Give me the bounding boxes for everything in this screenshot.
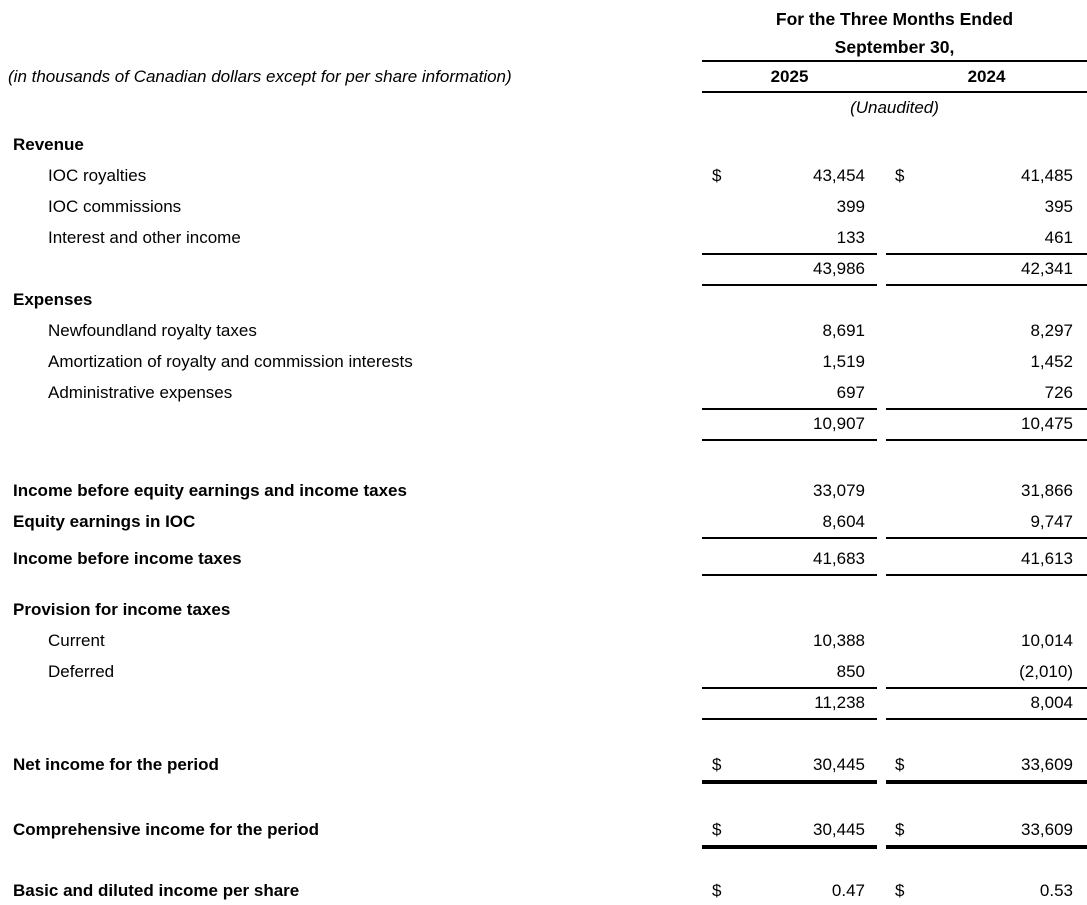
period-header-line1: For the Three Months Ended <box>775 9 1014 29</box>
cell-2025 <box>702 875 877 905</box>
cell-2025: 697 <box>702 377 877 410</box>
cell-2024 <box>886 814 1087 849</box>
row-interest-other-income <box>0 222 1087 253</box>
cell-2025: 33,079 <box>813 481 865 500</box>
header-row-years <box>0 62 1087 93</box>
row-revenue-header <box>0 129 1087 160</box>
row-equity-earnings-ioc <box>0 506 1087 537</box>
column-header-2025: 2025 <box>770 67 809 86</box>
dollar-sign: $ <box>712 820 722 839</box>
cell-2024: 8,004 <box>886 687 1087 720</box>
spacer <box>0 845 1087 875</box>
spacer <box>0 439 1087 475</box>
dollar-sign: $ <box>712 881 722 900</box>
units-note: (in thousands of Canadian dollars except for per share information) <box>8 67 512 86</box>
dollar-sign: $ <box>712 755 722 774</box>
cell-2025 <box>702 160 877 191</box>
year-columns <box>702 62 1087 93</box>
cell-2025: 850 <box>702 656 877 689</box>
cell-2025: 10,907 <box>702 408 877 441</box>
cell-2024: 31,866 <box>1021 481 1073 500</box>
cell-2025: 8,691 <box>822 321 865 340</box>
row-provision-header <box>0 594 1087 625</box>
cell-2024: 395 <box>1044 197 1073 216</box>
header-row-period-1 <box>0 4 1087 34</box>
cell-2025: 133 <box>702 222 877 255</box>
cell-2025: 43,986 <box>702 253 877 286</box>
cell-2024: 41,613 <box>886 543 1087 576</box>
cell-2025: 11,238 <box>702 687 877 720</box>
line-item-label: Deferred <box>48 662 115 681</box>
line-item-label: Interest and other income <box>48 228 241 247</box>
cell-2024: 9,747 <box>886 506 1087 539</box>
value-2025: 0.47 <box>831 881 865 900</box>
cell-2024: 42,341 <box>886 253 1087 286</box>
row-expenses-total <box>0 408 1087 439</box>
row-revenue-total <box>0 253 1087 284</box>
cell-2025: 41,683 <box>702 543 877 576</box>
cell-2025 <box>702 749 877 784</box>
header-row-period-2 <box>0 34 1087 62</box>
section-label: Provision for income taxes <box>13 600 231 619</box>
row-deferred-tax <box>0 656 1087 687</box>
row-current-tax <box>0 625 1087 656</box>
dollar-sign: $ <box>712 166 722 185</box>
value-2025: 30,445 <box>813 755 865 774</box>
row-administrative-expenses <box>0 377 1087 408</box>
dollar-sign: $ <box>895 755 905 774</box>
row-income-before-equity <box>0 475 1087 506</box>
cell-2025: 1,519 <box>822 352 865 371</box>
spacer <box>0 574 1087 594</box>
line-item-label: Comprehensive income for the period <box>13 820 320 839</box>
cell-2024: 10,475 <box>886 408 1087 441</box>
cell-2024: 8,297 <box>1030 321 1073 340</box>
cell-2024: 1,452 <box>1030 352 1073 371</box>
value-2025: 43,454 <box>813 166 865 185</box>
value-2024: 41,485 <box>1021 166 1073 185</box>
cell-2025: 10,388 <box>813 631 865 650</box>
row-tax-total <box>0 687 1087 718</box>
spacer <box>0 718 1087 749</box>
cell-2024: 726 <box>886 377 1087 410</box>
line-item-label: Net income for the period <box>13 755 219 774</box>
line-item-label: IOC royalties <box>48 166 147 185</box>
line-item-label: Equity earnings in IOC <box>13 512 196 531</box>
cell-2025: 8,604 <box>702 506 877 539</box>
header-row-unaudited <box>0 93 1087 123</box>
cell-2025: 399 <box>836 197 865 216</box>
value-2024: 33,609 <box>1021 820 1073 839</box>
spacer <box>0 780 1087 814</box>
cell-2025 <box>702 814 877 849</box>
cell-2024: 10,014 <box>1021 631 1073 650</box>
dollar-sign: $ <box>895 881 905 900</box>
column-header-2024: 2024 <box>967 67 1006 86</box>
line-item-label: Amortization of royalty and commission interests <box>48 352 413 371</box>
line-item-label: Income before income taxes <box>13 549 242 568</box>
row-income-before-income-taxes <box>0 543 1087 574</box>
cell-2024 <box>886 749 1087 784</box>
line-item-label: Income before equity earnings and income taxes <box>13 481 407 500</box>
section-label: Expenses <box>13 290 93 309</box>
row-comprehensive-income <box>0 814 1087 845</box>
line-item-label: Administrative expenses <box>48 383 233 402</box>
cell-2024: (2,010) <box>886 656 1087 689</box>
row-ioc-royalties <box>0 160 1087 191</box>
row-expenses-header <box>0 284 1087 315</box>
line-item-label: Current <box>48 631 105 650</box>
value-2025: 30,445 <box>813 820 865 839</box>
line-item-label: IOC commissions <box>48 197 182 216</box>
row-newfoundland-royalty-taxes <box>0 315 1087 346</box>
period-header-line2: September 30, <box>702 34 1087 62</box>
unaudited-label: (Unaudited) <box>850 98 939 117</box>
row-amortization <box>0 346 1087 377</box>
row-net-income <box>0 749 1087 780</box>
cell-2024 <box>886 160 1087 191</box>
line-item-label: Newfoundland royalty taxes <box>48 321 257 340</box>
dollar-sign: $ <box>895 166 905 185</box>
section-label: Revenue <box>13 135 84 154</box>
row-eps <box>0 875 1087 905</box>
cell-2024 <box>886 875 1087 905</box>
value-2024: 0.53 <box>1039 881 1073 900</box>
line-item-label: Basic and diluted income per share <box>13 881 300 900</box>
value-2024: 33,609 <box>1021 755 1073 774</box>
dollar-sign: $ <box>895 820 905 839</box>
cell-2024: 461 <box>886 222 1087 255</box>
row-ioc-commissions <box>0 191 1087 222</box>
